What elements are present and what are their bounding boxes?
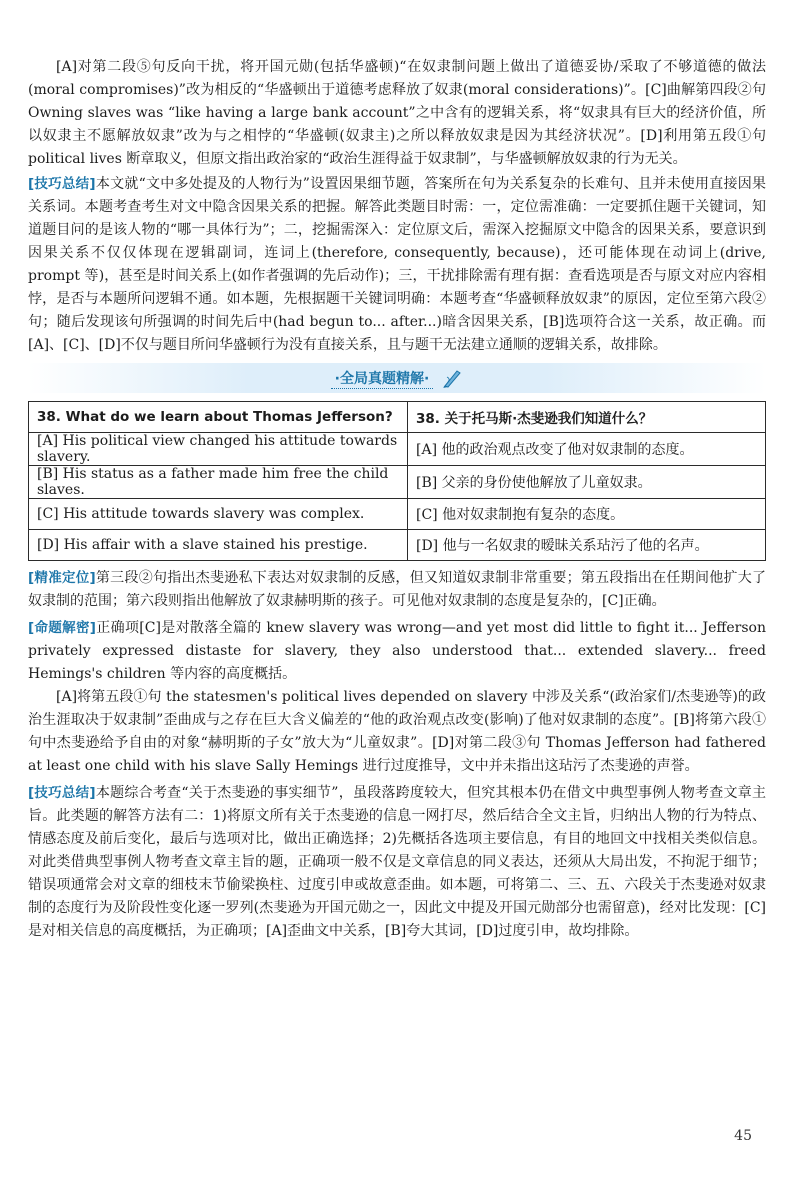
table-row — [29, 402, 766, 433]
table-row — [29, 466, 766, 499]
wrong-options-analysis-36: [A]对第二段⑤句反向干扰，将开国元勋(包括华盛顿)“在奴隶制问题上做出了道德妥协/采取了不够道德的做法(moral compromises)”改为相反的“华盛顿出于道德考虑释放了奴隶(moral considerations)”。[C]曲解第四段②句 Owning slaves was “like having a large bank account”之中含有的逻辑关系，将“奴隶具有巨大的经济价值，所以奴隶主不愿解放奴隶”改为与之相悖的“华盛顿(奴隶主)之所以释放奴隶是因为其经济状况”。[D]利用第五段①句 political lives 断章取义，但原文指出政治家的“政治生涯得益于奴隶制”，与华盛顿解放奴隶的行为无关。 — [28, 59, 766, 167]
tips-text: 本题综合考查“关于杰斐逊的事实细节”，虽段落跨度较大，但究其根本仍在借文中典型事例人物考查文章主旨。此类题的解答方法有二：1)将原文所有关于杰斐逊的信息一网打尽，然后结合全文主旨，归纳出人物的行为特点、情感态度及前后变化，最后与选项对比，做出正确选择；2)先概括各选项主要信息，有目的地回文中找相关类似信息。对此类借典型事例人物考查文章主旨的题，正确项一般不仅是文章信息的同义表达，还须从大局出发，不拘泥于细节；错误项通常会对文章的细枝末节偷梁换柱、过度引申或故意歪曲。如本题，可将第二、三、五、六段关于杰斐逊对奴隶制的态度行为及阶段性变化逐一罗列(杰斐逊为开国元勋之一，因此文中提及开国元勋部分也需留意)，经对比发现：[C]是对相关信息的高度概括，为正确项；[A]歪曲文中关系，[B]夸大其词，[D]过度引申，故均排除。 — [28, 785, 767, 939]
decode-label: [命题解密] — [28, 620, 96, 636]
tips-summary-38 — [28, 782, 766, 943]
option-b-en: [B] His status as a father made him free the child slaves. — [29, 466, 408, 499]
table-row — [29, 530, 766, 561]
question-en: 38. What do we learn about Thomas Jefferson? — [29, 402, 408, 433]
decode-text: 正确项[C]是对散落全篇的 knew slavery was wrong—and yet most did little to fight it... Jefferson privately expressed distaste for slavery, they also understood that... extended slavery... freed Hemings's children 等内容的高度概括。 — [28, 620, 766, 682]
question-decode — [28, 617, 766, 686]
question-table — [28, 401, 766, 561]
wrong-options-analysis-38: [A]将第五段①句 the statesmen's political lives depended on slavery 中涉及关系“(政治家们/杰斐逊等)的政治生涯取决于奴隶制”歪曲成与之存在巨大含义偏差的“他的政治观点改变(影响)了他对奴隶制的态度”。[B]将第六段①句中杰斐逊给予自由的对象“赫明斯的子女”放大为“儿童奴隶”。[D]对第二段③句 Thomas Jefferson had fathered at least one child with his slave Sally Hemings 进行过度推导，文中并未指出这玷污了杰斐逊的声誉。 — [28, 689, 766, 774]
option-b-zh: [B] 父亲的身份使他解放了儿童奴隶。 — [408, 466, 766, 499]
tips-label: [技巧总结] — [28, 176, 96, 192]
tips-text: 本文就“文中多处提及的人物行为”设置因果细节题，答案所在句为关系复杂的长难句、且并未使用直接因果关系词。本题考查考生对文中隐含因果关系的把握。解答此类题目时需：一，定位需准确：一定要抓住题干关键词，知道题目问的是该人物的“哪一具体行为”；二，挖掘需深入：定位原文后，需深入挖掘原文中隐含的因果关系，要意识到因果关系不仅仅体现在逻辑副词，连词上(therefore, consequently, because)，还可能体现在动词上(drive, prompt 等)，甚至是时间关系上(如作者强调的先后动作)；三，干扰排除需有理有据：查看选项是否与原文对应内容相悖，是否与本题所问逻辑不通。如本题，先根据题干关键词明确：本题考查“华盛顿释放奴隶”的原因，定位至第六段②句；随后发现该句所强调的时间先后中(had begun to... after...)暗含因果关系，[B]选项符合这一关系，故正确。而[A]、[C]、[D]不仅与题目所问华盛顿行为没有直接关系，且与题干无法建立通顺的逻辑关系，故排除。 — [28, 176, 767, 353]
option-d-en: [D] His affair with a slave stained his prestige. — [29, 530, 408, 561]
locate-text: 第三段②句指出杰斐逊私下表达对奴隶制的反感，但又知道奴隶制非常重要；第五段指出在任期间他扩大了奴隶制的范围；第六段则指出他解放了奴隶赫明斯的孩子。可见他对奴隶制的态度是复杂的，[C]正确。 — [28, 570, 766, 609]
tips-summary-36 — [28, 173, 766, 357]
precise-location — [28, 567, 766, 613]
page-content — [28, 56, 766, 943]
table-row — [29, 433, 766, 466]
table-row — [29, 499, 766, 530]
option-c-en: [C] His attitude towards slavery was complex. — [29, 499, 408, 530]
pen-icon — [441, 367, 463, 389]
page-number: 45 — [734, 1128, 752, 1144]
option-d-zh: [D] 他与一名奴隶的暧昧关系玷污了他的名声。 — [408, 530, 766, 561]
section-header — [28, 363, 766, 393]
locate-label: [精准定位] — [28, 570, 96, 586]
option-c-zh: [C] 他对奴隶制抱有复杂的态度。 — [408, 499, 766, 530]
option-a-en: [A] His political view changed his attitude towards slavery. — [29, 433, 408, 466]
question-zh: 38. 关于托马斯·杰斐逊我们知道什么？ — [408, 402, 766, 433]
section-title: ·全局真题精解· — [331, 368, 434, 389]
option-a-zh: [A] 他的政治观点改变了他对奴隶制的态度。 — [408, 433, 766, 466]
tips-label: [技巧总结] — [28, 785, 96, 801]
